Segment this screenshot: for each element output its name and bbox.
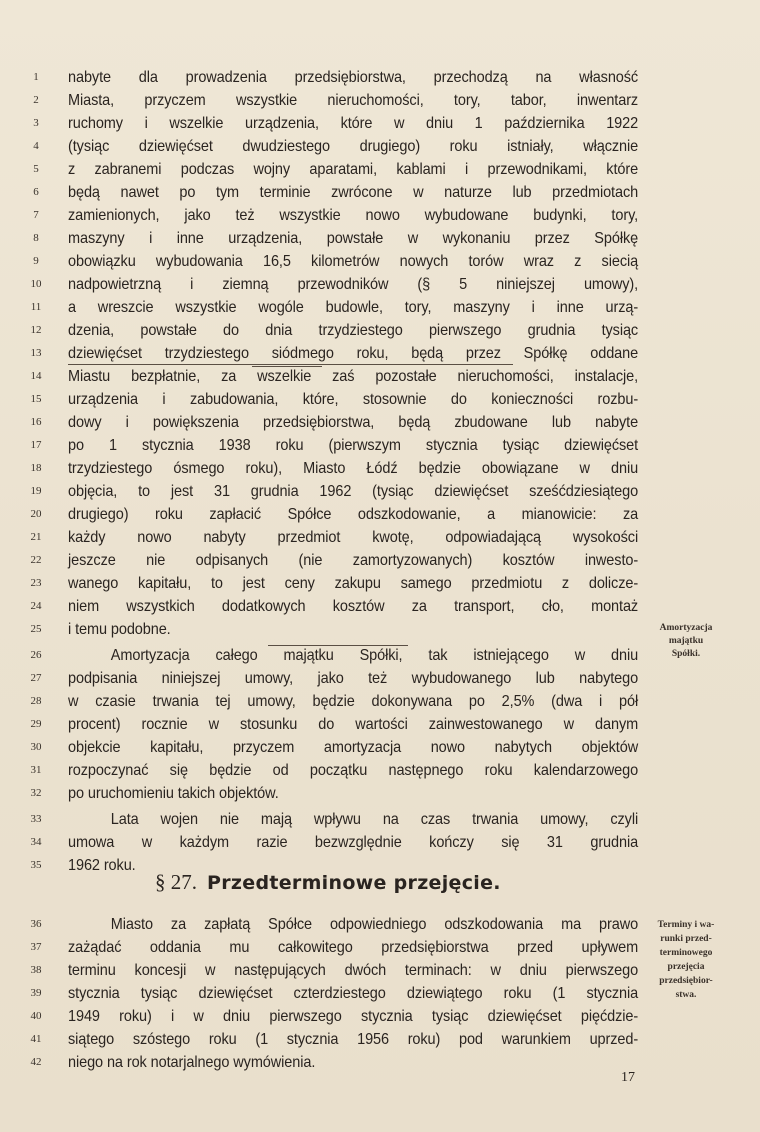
text-line [0,503,760,526]
line-number: 12 [30,324,42,336]
text-line [0,319,760,342]
text-line [0,181,760,204]
text-line [0,250,760,273]
line-number: 10 [30,278,42,290]
text-line [0,411,760,434]
line-number: 35 [30,859,42,871]
line-number: 23 [30,577,42,589]
margin-note-line: przedsiębior- [659,976,713,986]
text-line [0,112,760,135]
line-text: 1949 roku) i w dniu pierwszego stycznia tysiąc dziewięćset pięćdzie- [68,1008,639,1025]
line-number: 31 [30,764,42,776]
line-number: 7 [33,209,39,221]
line-number: 25 [30,623,42,635]
line-number: 21 [30,531,42,543]
line-number: 30 [30,741,42,753]
text-line [0,549,760,572]
line-text: Miasto za zapłatą Spółce odpowiedniego odszkodowania ma prawo [110,916,639,933]
margin-note-line: terminowego [659,948,713,958]
text-line [0,759,760,782]
section-title: Przedterminowe przejęcie. [207,872,501,894]
line-number: 22 [30,554,42,566]
line-number: 9 [33,255,39,267]
line-number: 19 [30,485,42,497]
text-line [0,158,760,181]
line-number: 40 [30,1010,42,1022]
margin-note-early-takeover [640,918,732,1002]
line-text: dzenia, powstałe do dnia trzydziestego pierwszego grudnia tysiąc [68,322,639,339]
pencil-underline [268,645,408,646]
line-text: i temu podobne. [68,621,171,638]
line-text: po uruchomieniu takich objektów. [68,785,279,802]
section-number: § 27. [155,870,197,894]
line-text: dowy i powiększenia przedsiębiorstwa, będą zbudowane lub nabyte [68,414,639,431]
text-line [0,227,760,250]
text-line [0,713,760,736]
margin-note-line: Spółki. [671,649,701,659]
line-text: Amortyzacja całego majątku Spółki, tak istniejącego w dniu [110,647,639,664]
line-text: niem wszystkich dodatkowych kosztów za transport, cło, montaż [68,598,639,615]
line-number: 14 [30,370,42,382]
text-line [0,667,760,690]
text-line [0,388,760,411]
margin-note-line: przejęcia [667,962,705,972]
text-line [0,1005,760,1028]
line-text: niego na rok notarjalnego wymówienia. [68,1054,316,1071]
line-text: po 1 stycznia 1938 roku (pierwszym stycznia tysiąc dziewięćset [68,437,639,454]
line-text: a wreszcie wszystkie wogóle budowle, tory, maszyny i inne urzą- [68,299,639,316]
section-heading [155,870,501,895]
line-number: 6 [33,186,39,198]
line-number: 5 [33,163,39,175]
line-text: ruchomy i wszelkie urządzenia, które w dniu 1 października 1922 [68,115,639,132]
line-text: terminu koncesji w następujących dwóch terminach: w dniu pierwszego [68,962,639,979]
line-number: 18 [30,462,42,474]
line-number: 42 [30,1056,42,1068]
text-line [0,782,760,805]
text-line [0,595,760,618]
line-number: 2 [33,94,39,106]
line-number: 20 [30,508,42,520]
line-number: 41 [30,1033,42,1045]
line-text: z zabranemi podczas wojny aparatami, kablami i przewodnikami, które [68,161,639,178]
text-line [0,736,760,759]
line-text: podpisania niniejszej umowy, jako też wybudowanego lub nabytego [68,670,639,687]
margin-note-amortization [646,622,726,661]
line-text: zażądać oddania mu całkowitego przedsiębiorstwa przed upływem [68,939,639,956]
line-text: trzydziestego ósmego roku), Miasto Łódź będzie obowiązane w dniu [68,460,639,477]
line-number: 29 [30,718,42,730]
line-text: Miastu bezpłatnie, za wszelkie zaś pozostałe nieruchomości, instalacje, [68,368,639,385]
line-number: 32 [30,787,42,799]
line-number: 34 [30,836,42,848]
line-text: 1962 roku. [68,857,136,874]
line-text: jeszcze nie odpisanych (nie zamortyzowanych) kosztów inwesto- [68,552,639,569]
text-line [0,808,760,831]
line-text: Miasta, przyczem wszystkie nieruchomości, tory, tabor, inwentarz [68,92,639,109]
line-number: 26 [30,649,42,661]
line-text: będą nawet po tym terminie zwrócone w naturze lub przedmiotach [68,184,639,201]
margin-note-line: majątku [668,636,704,646]
line-text: umowa w każdym razie bezwzględnie kończy się 31 grudnia [68,834,639,851]
line-text: drugiego) roku zapłacić Spółce odszkodowanie, a mianowicie: za [68,506,639,523]
margin-note-line: stwa. [675,990,697,1000]
line-text: objekcie kapitału, przyczem amortyzacja nowo nabytych objektów [68,739,639,756]
text-line [0,1028,760,1051]
pencil-underline [68,364,513,365]
text-line [0,66,760,89]
line-text: rozpoczynać się będzie od początku następnego roku kalendarzowego [68,762,639,779]
text-line [0,135,760,158]
line-number: 37 [30,941,42,953]
text-line [0,204,760,227]
line-text: (tysiąc dziewięćset dwudziestego drugiego) roku istniały, włącznie [68,138,639,155]
line-text: siątego szóstego roku (1 stycznia 1956 roku) pod warunkiem uprzed- [68,1031,639,1048]
line-text: obowiązku wybudowania 16,5 kilometrów nowych torów wraz z siecią [68,253,639,270]
line-text: Lata wojen nie mają wpływu na czas trwania umowy, czyli [110,811,639,828]
text-line [0,480,760,503]
line-number: 11 [30,301,42,313]
line-number: 8 [33,232,39,244]
line-text: wanego kapitału, to jest ceny zakupu samego przedmiotu z dolicze- [68,575,639,592]
line-text: zamienionych, jako też wszystkie nowo wybudowane budynki, tory, [68,207,639,224]
line-text: objęcia, to jest 31 grudnia 1962 (tysiąc dziewięćset sześćdziesiątego [68,483,639,500]
text-line [0,89,760,112]
line-number: 39 [30,987,42,999]
margin-note-line: Terminy i wa- [657,920,715,930]
line-number: 13 [30,347,42,359]
line-number: 33 [30,813,42,825]
line-number: 38 [30,964,42,976]
text-line [0,572,760,595]
line-text: dziewięćset trzydziestego siódmego roku, będą przez Spółkę oddane [68,345,639,362]
line-number: 16 [30,416,42,428]
line-number: 1 [33,71,39,83]
text-line [0,526,760,549]
text-line [0,296,760,319]
line-number: 17 [30,439,42,451]
line-text: w czasie trwania tej umowy, będzie dokonywana po 2,5% (dwa i pół [68,693,639,710]
line-number: 27 [30,672,42,684]
text-line [0,365,760,388]
line-text: maszyny i inne urządzenia, powstałe w wykonaniu przez Spółkę [68,230,639,247]
line-text: stycznia tysiąc dziewięćset czterdziestego dziewiątego roku (1 stycznia [68,985,639,1002]
line-number: 4 [33,140,39,152]
line-number: 15 [30,393,42,405]
line-text: urządzenia i zabudowania, które, stosownie do konieczności rozbu- [68,391,639,408]
line-number: 3 [33,117,39,129]
text-line [0,273,760,296]
margin-note-line: Amortyzacja [659,623,713,633]
line-text: procent) rocznie w stosunku do wartości zainwestowanego w danym [68,716,639,733]
text-line [0,831,760,854]
line-number: 28 [30,695,42,707]
pencil-underline [252,366,322,367]
text-line [0,690,760,713]
text-line [0,1051,760,1074]
text-line [0,434,760,457]
line-text: nabyte dla prowadzenia przedsiębiorstwa, przechodzą na własność [68,69,639,86]
line-text: nadpowietrzną i ziemną przewodników (§ 5 niniejszej umowy), [68,276,639,293]
margin-note-line: runki przed- [660,934,712,944]
text-line [0,457,760,480]
text-line [0,342,760,365]
line-number: 36 [30,918,42,930]
line-number: 24 [30,600,42,612]
page-number: 17 [621,1070,635,1085]
line-text: każdy nowo nabyty przedmiot kwotę, odpowiadającą wysokości [68,529,639,546]
